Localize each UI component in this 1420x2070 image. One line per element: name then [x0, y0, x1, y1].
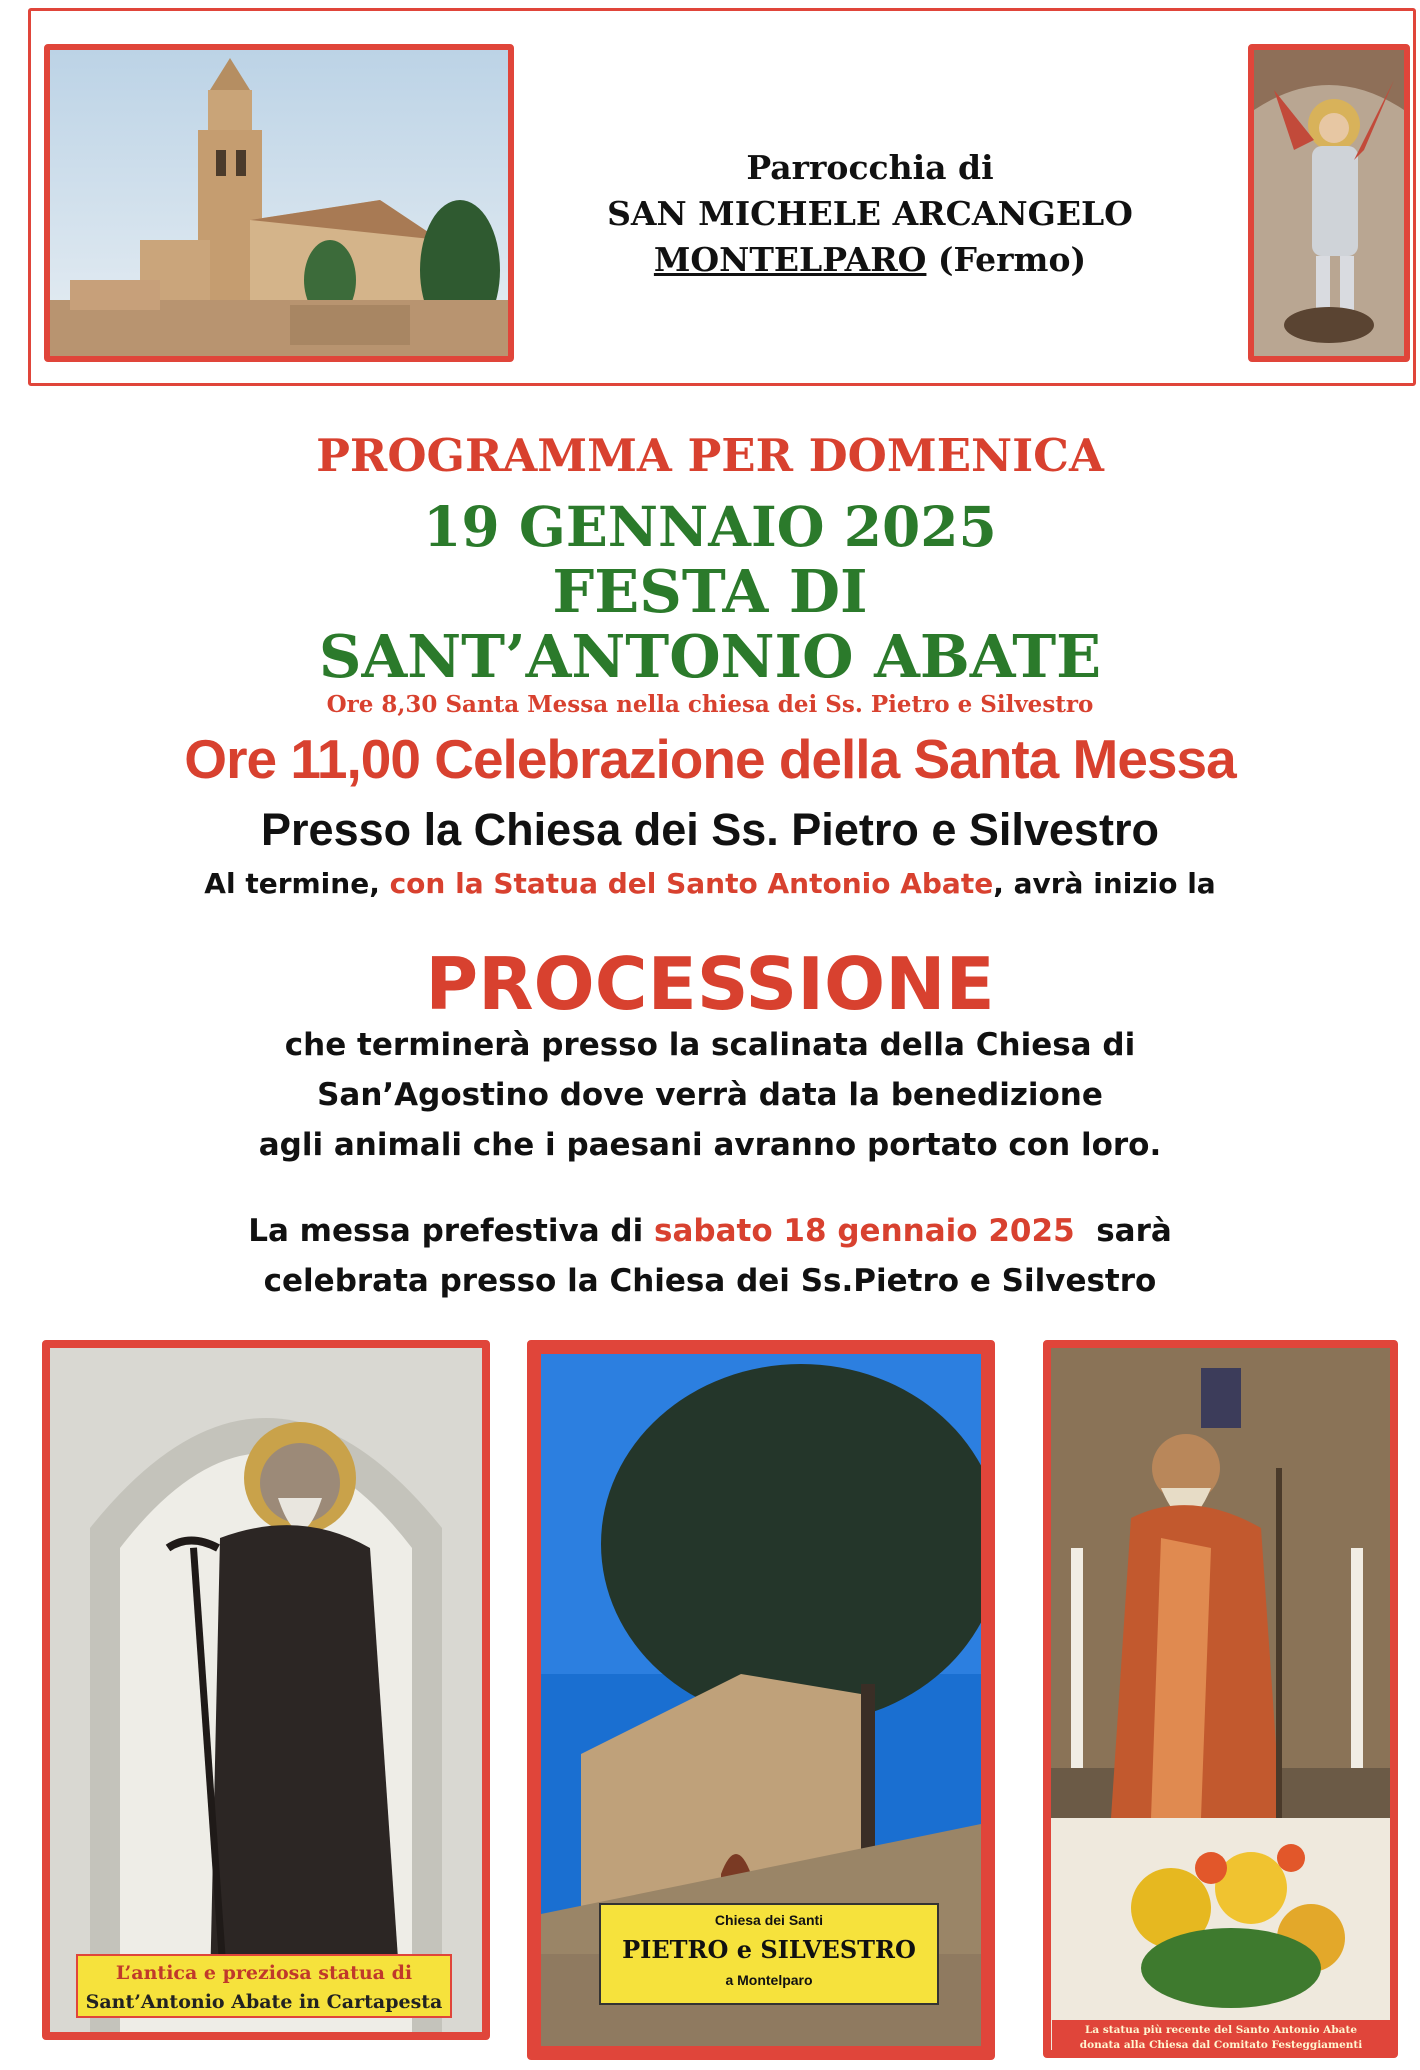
parish-line3	[520, 237, 1220, 283]
new-statue-photo	[1043, 1340, 1398, 2058]
old-statue-image	[50, 1348, 482, 2032]
church-caption-line2: PIETRO e SILVESTRO	[622, 1935, 916, 1964]
program-title: PROGRAMMA PER DOMENICA	[316, 429, 1104, 482]
parish-town: MONTELPARO	[653, 240, 927, 279]
new-statue-caption-line1: La statua più recente del Santo Antonio Abate	[1084, 2024, 1357, 2036]
old-statue-caption-line2: Sant’Antonio Abate in Cartapesta	[85, 1991, 443, 2013]
parish-heading	[520, 145, 1220, 283]
church-caption-line3: a Montelparo	[725, 1972, 813, 1988]
main-mass-line: Ore 11,00 Celebrazione della Santa Messa	[184, 728, 1236, 790]
fresco-image	[1254, 50, 1404, 356]
parish-province: (Fermo)	[926, 240, 1087, 279]
procession-line3: agli animali che i paesani avranno portato con loro.	[258, 1127, 1162, 1163]
procession-line2: San’Agostino dove verrà data la benedizione	[317, 1077, 1103, 1113]
prefestive-line1	[0, 1206, 1420, 1256]
prefestive-text	[0, 1206, 1420, 1306]
after-prefix: Al termine,	[204, 867, 390, 900]
program-date: 19 GENNAIO 2025	[423, 494, 997, 559]
mass-location-line: Presso la Chiesa dei Ss. Pietro e Silvestro	[261, 804, 1159, 855]
parish-line2: SAN MICHELE ARCANGELO	[607, 194, 1133, 233]
prefestive-prefix: La messa prefestiva di	[248, 1213, 655, 1249]
prefestive-suffix: sarà	[1074, 1213, 1172, 1249]
old-statue-caption	[76, 1954, 452, 2018]
after-suffix: , avrà inizio la	[993, 867, 1216, 900]
prefestive-line2: celebrata presso la Chiesa dei Ss.Pietro e Silvestro	[263, 1263, 1157, 1299]
procession-line1: che terminerà presso la scalinata della Chiesa di	[284, 1027, 1136, 1063]
parish-line1: Parrocchia di	[746, 148, 994, 187]
saint-michael-fresco	[1248, 44, 1410, 362]
after-mass-line	[0, 866, 1420, 902]
statue-highlight: con la Statua del Santo Antonio Abate	[389, 867, 994, 900]
procession-heading: PROCESSIONE	[425, 942, 995, 1026]
early-mass-line: Ore 8,30 Santa Messa nella chiesa dei Ss. Pietro e Silvestro	[326, 691, 1094, 718]
church-caption-line1: Chiesa dei Santi	[714, 1912, 824, 1928]
church-town-photo	[44, 44, 514, 362]
old-statue-caption-line1: L’antica e preziosa statua di	[115, 1962, 413, 1984]
new-statue-caption-line2: donata alla Chiesa dal Comitato Festeggiamenti	[1079, 2039, 1363, 2051]
feast-line2: SANT’ANTONIO ABATE	[318, 622, 1102, 691]
feast-line1: FESTA DI	[552, 557, 868, 626]
church-town-image	[50, 50, 508, 356]
old-statue-photo	[42, 1340, 490, 2040]
new-statue-image	[1051, 1348, 1390, 2050]
church-caption	[599, 1903, 939, 2005]
procession-text	[0, 1020, 1420, 1170]
new-statue-caption	[1052, 2020, 1390, 2054]
prefestive-date: sabato 18 gennaio 2025	[654, 1213, 1075, 1249]
